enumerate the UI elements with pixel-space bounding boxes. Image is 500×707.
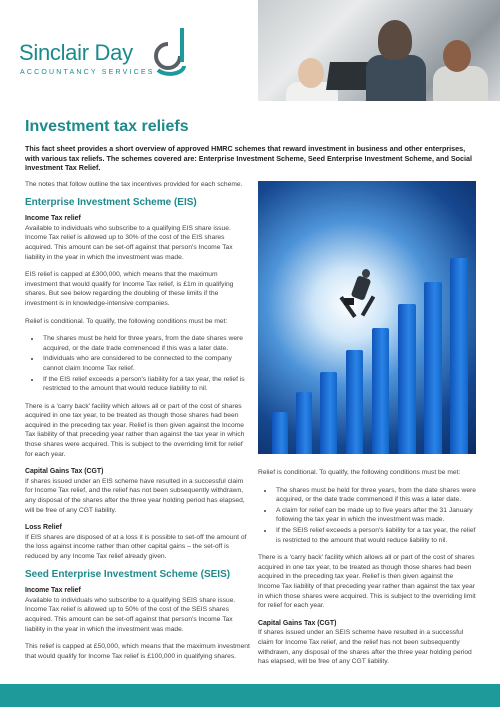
eis-income-tax-p1: Available to individuals who subscribe to a qualifying EIS share issue. Income Tax relief is allowed up to 30% of the cost of the EIS shares acquired. This amount can be set-off against that person's Income Tax liability in the year in which the investment was made. — [25, 224, 233, 261]
seis-heading: Seed Enterprise Investment Scheme (SEIS) — [25, 568, 231, 580]
eis-conditions-list — [25, 334, 250, 394]
seis-cgt-heading: Capital Gains Tax (CGT) — [258, 619, 337, 627]
intro-paragraph: This fact sheet provides a short overview of approved HMRC schemes that reward investment in business and other enterprises, with various tax reliefs. The schemes covered are: Enterprise Investment Scheme, Seed Enterprise Investment Scheme, and Social Investment Tax Relief. — [25, 144, 473, 173]
list-item: • If the EIS relief exceeds a person's liability for a tax year, the relief is restricted to the amount that would reduce liability to nil. — [41, 375, 250, 394]
logo-name: Sinclair Day — [19, 40, 133, 65]
seis-conditions-list — [258, 486, 476, 546]
eis-heading: Enterprise Investment Scheme (EIS) — [25, 196, 197, 208]
list-item: • If the SEIS relief exceeds a person's liability for a tax year, the relief is restricted to the amount that would reduce liability to nil. — [274, 526, 476, 545]
logo-mark-icon — [154, 26, 194, 76]
list-item: • Individuals who are considered to be connected to the company cannot claim Income Tax relief. — [41, 354, 250, 373]
eis-carry-back-paragraph: There is a 'carry back' facility which allows all or part of the cost of shares acquired in one tax year, to be treated as though those shares had been acquired in the preceding tax year. Relief is then given against the Income Tax liability of that preceding year rather than against the tax year in which those shares were acquired. This is subject to the overriding limit for relief for each year. — [25, 402, 245, 458]
seis-cgt-paragraph: If shares issued under an SEIS scheme have resulted in a successful claim for Income Tax relief, and the relief has not been subsequently withdrawn, any disposal of the shares after the three year holding period has elapsed, will be free of any CGT liability. — [258, 629, 472, 666]
loss-relief-heading: Loss Relief — [25, 524, 62, 532]
list-item: • A claim for relief can be made up to five years after the 31 January following the tax year in which the investment was made. — [274, 506, 476, 525]
eis-income-tax-heading: Income Tax relief — [25, 215, 81, 223]
office-team-photo — [258, 0, 500, 101]
seis-conditions-intro: Relief is conditional. To qualify, the following conditions must be met: — [258, 469, 461, 476]
eis-income-tax-p2: EIS relief is capped at £300,000, which means that the maximum investment that would qualify for Income Tax relief, is £1m in qualifying shares. But see below regarding the doubling of these limits if the investment is in knowledge-intensive companies. — [25, 271, 234, 307]
seis-carry-back-paragraph: There is a 'carry back' facility which allows all or part of the cost of shares acquired in one tax year, to be treated as though those shares had been acquired in the preceding tax year. Relief is then given against the Income Tax liability of that preceding year rather than against the tax year in which those shares were acquired. This is subject to the overriding limit for relief for each year. — [258, 554, 476, 610]
eis-cgt-paragraph: If shares issued under an EIS scheme have resulted in a successful claim for Income Tax relief, and the relief has not been subsequently withdrawn, any disposal of the shares after the three year holding period has elapsed, will be free of any CGT liability. — [25, 477, 245, 514]
logo-tagline: ACCOUNTANCY SERVICES — [20, 69, 155, 76]
page-title: Investment tax reliefs — [25, 118, 189, 135]
company-logo — [19, 26, 189, 86]
seis-income-tax-p1: Available to individuals who subscribe to a qualifying SEIS share issue. Income Tax relief is allowed up to 50% of the cost of the SEIS shares acquired. This amount can be set-off against that person's Income Tax liability in the year in which the investment was made. — [25, 596, 236, 633]
notes-paragraph: The notes that follow outline the tax incentives provided for each scheme. — [25, 181, 243, 188]
footer-band — [0, 684, 500, 707]
eis-cgt-heading: Capital Gains Tax (CGT) — [25, 468, 104, 476]
eis-conditions-intro: Relief is conditional. To qualify, the following conditions must be met: — [25, 317, 228, 325]
seis-income-tax-heading: Income Tax relief — [25, 587, 81, 595]
list-item: • The shares must be held for three years, from the date shares were acquired, or the date trade commenced if this was a later date. — [41, 334, 250, 353]
header — [0, 0, 500, 107]
growth-bars-illustration — [258, 181, 476, 454]
right-column — [258, 468, 476, 675]
list-item: • The shares must be held for three years, from the date shares were acquired, or the date trade commenced if this was a later date. — [274, 486, 476, 505]
loss-relief-paragraph: If EIS shares are disposed of at a loss it is possible to set-off the amount of the loss against income rather than other capital gains – the set-off is reduced by any Income Tax relief already given. — [25, 533, 247, 560]
seis-income-tax-p2: This relief is capped at £50,000, which means that the maximum investment that would qualify for Income Tax relief is £100,000 in qualifying shares. — [25, 643, 250, 660]
left-column — [25, 180, 250, 669]
